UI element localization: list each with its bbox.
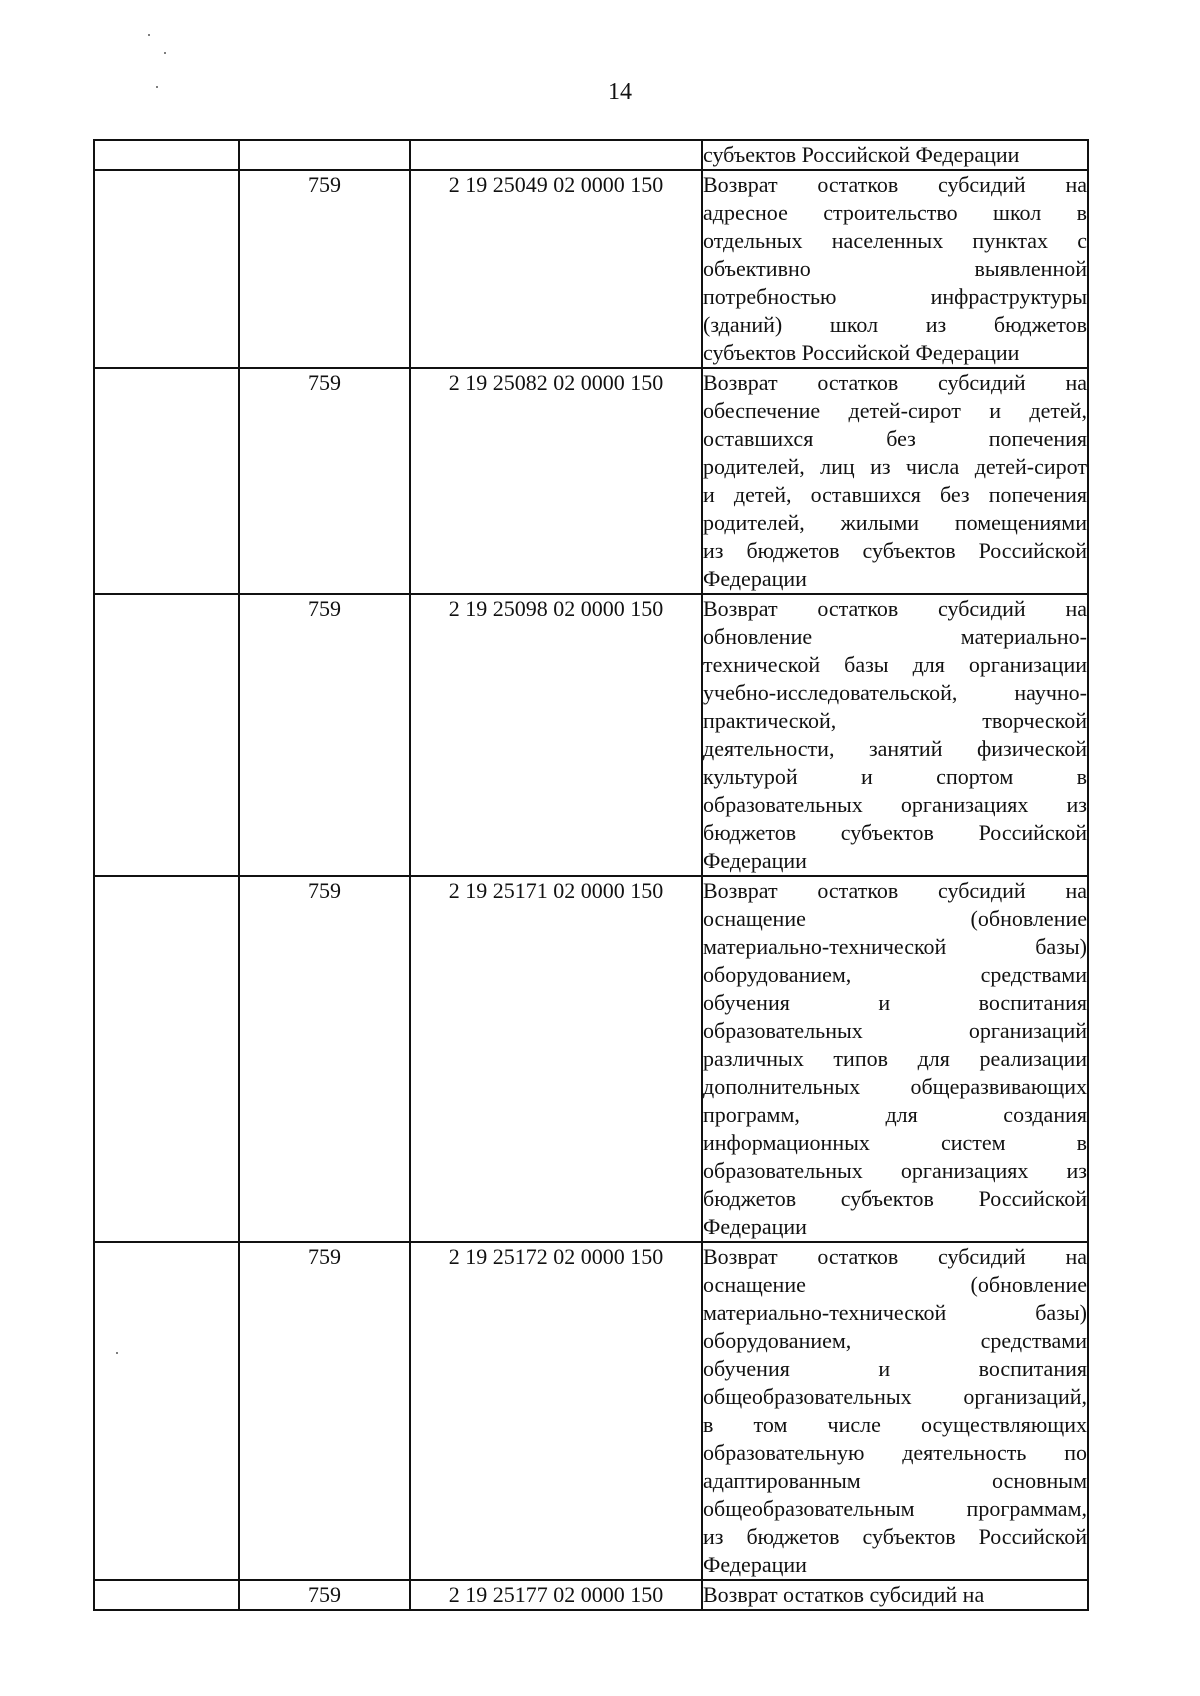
- description-line: практической, творческой: [703, 708, 1087, 733]
- description-line: образовательных организациях из: [703, 792, 1087, 817]
- description-line: Возврат остатков субсидий на: [703, 370, 1087, 395]
- description-line: Возврат остатков субсидий на: [703, 172, 1087, 197]
- description-line: бюджетов субъектов Российской: [703, 1186, 1087, 1211]
- description-line: образовательных организаций: [703, 1018, 1087, 1043]
- description-cell: [702, 594, 1088, 876]
- empty-cell: [94, 876, 239, 1242]
- table-row: [94, 170, 1088, 368]
- table-row: [94, 1242, 1088, 1580]
- description-cell: [702, 140, 1088, 170]
- description-line: обновление материально-: [703, 624, 1087, 649]
- table-body: [94, 140, 1088, 1610]
- description-line: программ, для создания: [703, 1102, 1087, 1127]
- description-line: из бюджетов субъектов Российской: [703, 1524, 1087, 1549]
- description-line: Федерации: [703, 848, 807, 873]
- description-line: дополнительных общеразвивающих: [703, 1074, 1087, 1099]
- scan-speck: [148, 34, 150, 36]
- empty-cell: [94, 1580, 239, 1610]
- description-line: Возврат остатков субсидий на: [703, 1244, 1087, 1269]
- description-line: общеобразовательных организаций,: [703, 1384, 1087, 1409]
- empty-cell: [94, 140, 239, 170]
- description-line: обучения и воспитания: [703, 1356, 1087, 1381]
- empty-cell: [94, 594, 239, 876]
- scan-speck: [164, 52, 166, 54]
- description-cell: [702, 876, 1088, 1242]
- kbk-code-cell: [410, 140, 702, 170]
- table-row: [94, 368, 1088, 594]
- description-line: технической базы для организации: [703, 652, 1087, 677]
- description-line: в том числе осуществляющих: [703, 1412, 1087, 1437]
- admin-code-cell: 759: [239, 876, 410, 1242]
- scan-speck: [156, 86, 158, 88]
- scan-speck: [116, 1352, 118, 1354]
- description-line: материально-технической базы): [703, 1300, 1087, 1325]
- description-line: оснащение (обновление: [703, 1272, 1087, 1297]
- description-line: из бюджетов субъектов Российской: [703, 538, 1087, 563]
- description-line: потребностью инфраструктуры: [703, 284, 1087, 309]
- table-row: [94, 876, 1088, 1242]
- admin-code-cell: 759: [239, 1242, 410, 1580]
- description-line: оснащение (обновление: [703, 906, 1087, 931]
- admin-code-cell: 759: [239, 594, 410, 876]
- description-line: Федерации: [703, 566, 807, 591]
- empty-cell: [94, 368, 239, 594]
- admin-code-cell: 759: [239, 1580, 410, 1610]
- description-line: бюджетов субъектов Российской: [703, 820, 1087, 845]
- page-number: 14: [608, 79, 632, 105]
- description-line: Возврат остатков субсидий на: [703, 596, 1087, 621]
- description-line: родителей, лиц из числа детей-сирот: [703, 454, 1087, 479]
- description-line: культурой и спортом в: [703, 764, 1087, 789]
- description-line: информационных систем в: [703, 1130, 1087, 1155]
- empty-cell: [94, 1242, 239, 1580]
- description-line: Федерации: [703, 1552, 807, 1577]
- description-line: материально-технической базы): [703, 934, 1087, 959]
- kbk-code-cell: 2 19 25049 02 0000 150: [410, 170, 702, 368]
- description-line: объективно выявленной: [703, 256, 1087, 281]
- description-line: различных типов для реализации: [703, 1046, 1087, 1071]
- description-cell: [702, 1242, 1088, 1580]
- description-line: Федерации: [703, 1214, 807, 1239]
- description-line: общеобразовательным программам,: [703, 1496, 1087, 1521]
- admin-code-cell: 759: [239, 170, 410, 368]
- description-line: Возврат остатков субсидий на: [703, 1582, 985, 1607]
- description-line: и детей, оставшихся без попечения: [703, 482, 1087, 507]
- empty-cell: [94, 170, 239, 368]
- description-line: адаптированным основным: [703, 1468, 1087, 1493]
- kbk-code-cell: 2 19 25098 02 0000 150: [410, 594, 702, 876]
- table-row: [94, 1580, 1088, 1610]
- budget-codes-table: [93, 139, 1089, 1611]
- description-line: субъектов Российской Федерации: [703, 142, 1020, 167]
- description-line: оставшихся без попечения: [703, 426, 1087, 451]
- kbk-code-cell: 2 19 25172 02 0000 150: [410, 1242, 702, 1580]
- description-line: обучения и воспитания: [703, 990, 1087, 1015]
- description-line: оборудованием, средствами: [703, 962, 1087, 987]
- description-line: (зданий) школ из бюджетов: [703, 312, 1087, 337]
- kbk-code-cell: 2 19 25171 02 0000 150: [410, 876, 702, 1242]
- description-line: адресное строительство школ в: [703, 200, 1087, 225]
- description-cell: [702, 1580, 1088, 1610]
- description-line: образовательных организациях из: [703, 1158, 1087, 1183]
- description-line: деятельности, занятий физической: [703, 736, 1087, 761]
- table-row: [94, 594, 1088, 876]
- admin-code-cell: 759: [239, 368, 410, 594]
- description-line: родителей, жилыми помещениями: [703, 510, 1087, 535]
- description-line: Возврат остатков субсидий на: [703, 878, 1087, 903]
- description-cell: [702, 170, 1088, 368]
- description-cell: [702, 368, 1088, 594]
- description-line: оборудованием, средствами: [703, 1328, 1087, 1353]
- kbk-code-cell: 2 19 25082 02 0000 150: [410, 368, 702, 594]
- description-line: образовательную деятельность по: [703, 1440, 1087, 1465]
- kbk-code-cell: 2 19 25177 02 0000 150: [410, 1580, 702, 1610]
- description-line: обеспечение детей-сирот и детей,: [703, 398, 1087, 423]
- description-line: отдельных населенных пунктах с: [703, 228, 1087, 253]
- admin-code-cell: [239, 140, 410, 170]
- description-line: учебно-исследовательской, научно-: [703, 680, 1087, 705]
- description-line: субъектов Российской Федерации: [703, 340, 1020, 365]
- table-row: [94, 140, 1088, 170]
